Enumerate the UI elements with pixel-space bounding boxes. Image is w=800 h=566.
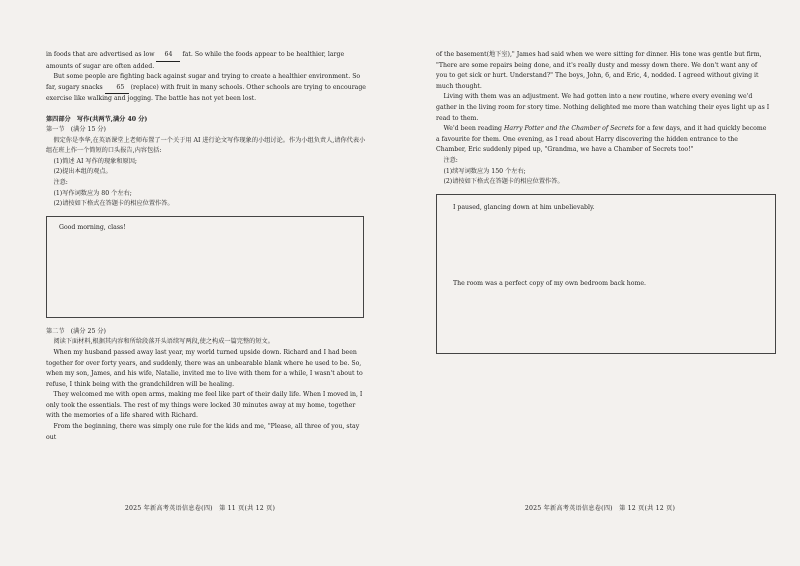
part4-heading: 第四部分 写作(共两节,满分 40 分) bbox=[46, 115, 148, 123]
paragraph-text: (replace) with fruit in many schools. Other schools are trying to encourage exercise like walking and jogging. The battle has not yet been lost. bbox=[46, 83, 366, 103]
note-1: (1)续写词数应为 150 个左右; bbox=[443, 167, 526, 175]
paragraph-text: for a few days, and it had quickly become a favourite for them. One evening, as I read about Harry discovering the hidden entrance to the Chamber, Eric suddenly piped up, "Grandma, we have a Chamber of Secrets too!" bbox=[436, 125, 767, 154]
paragraph-text: fat. So while the foods appear to be healthier, large amounts of sugar are often added. bbox=[46, 51, 345, 70]
paragraph-text: in foods that are advertised as low bbox=[46, 51, 155, 58]
paragraph-text: We'd been reading bbox=[443, 125, 503, 133]
passage-paragraph-2 bbox=[46, 72, 370, 105]
note-2: (2)请按如下格式在答题卡的相应位置作答。 bbox=[443, 178, 564, 186]
answer-box-section1 bbox=[46, 216, 364, 318]
book-title: Harry Potter and the Chamber of Secrets bbox=[503, 125, 634, 133]
note-label: 注意: bbox=[53, 178, 68, 186]
section1-note-1: (1)写作词数应为 80 个左右; bbox=[53, 189, 132, 197]
blank-64: 64 bbox=[156, 50, 180, 62]
note-label: 注意: bbox=[443, 156, 458, 164]
story-continuation: of the basement(地下室)," James had said when we were sitting for dinner. His tone was gentle but firm, "There are some repairs being done, and it's really dusty and messy down there. We don't want any of you to get sick or hurt. Understand?" The boys, John, 6, and Eric, 4, nodded. I agreed without giving it much thought. bbox=[436, 51, 762, 90]
blank-65: 65 bbox=[105, 83, 129, 95]
page-footer-12: 2025 年新高考英语信息卷(四) 第 12 页(共 12 页) bbox=[524, 505, 676, 512]
section1-item-1: (1)简述 AI 写作的现象和原因; bbox=[53, 157, 138, 165]
section1-heading: 第一节 (满分 15 分) bbox=[46, 125, 106, 133]
section1-note-2: (2)请按如下格式在答题卡的相应位置作答。 bbox=[53, 200, 174, 208]
answer-box-text: Good morning, class! bbox=[59, 223, 126, 231]
answer-box-section2 bbox=[436, 194, 776, 354]
story-paragraph-4: Living with them was an adjustment. We had gotten into a new routine, where every evening we'd gather in the living room for story time. Nothing delighted me more than watching their eyes light up as I read to them. bbox=[436, 93, 770, 122]
paragraph-text: But some people are fighting back against sugar and trying to create a healthier environment. So far, sugary snacks bbox=[46, 73, 361, 91]
section2-task: 阅读下面材料,根据其内容和所给段落开头语续写两段,使之构成一篇完整的短文。 bbox=[53, 338, 274, 346]
section1-task: 假定你是李华,在英语课堂上老师布置了一个关于用 AI 进行论文写作现象的小组讨论。作为小组负责人,请你代表小组在班上作一个简短的口头报告,内容包括: bbox=[46, 136, 366, 155]
section1-item-2: (2)提出本组的观点。 bbox=[53, 168, 112, 176]
continuation-opening-2: The room was a perfect copy of my own bedroom back home. bbox=[453, 279, 646, 287]
story-paragraph-1: When my husband passed away last year, my world turned upside down. Richard and I had been together for over forty years, and suddenly, there was an unbearable blank where he used to be. So, when my son, James, and his wife, Natalie, invited me to live with them for a while, I wasn't about to refuse, I think being with the grandchildren will be healing. bbox=[46, 348, 363, 388]
continuation-opening-1: I paused, glancing down at him unbelievably. bbox=[453, 203, 595, 211]
right-page bbox=[400, 0, 800, 566]
passage-paragraph-1 bbox=[46, 50, 370, 72]
story-paragraph-5 bbox=[436, 124, 770, 156]
section2-heading: 第二节 (满分 25 分) bbox=[46, 327, 106, 335]
story-paragraph-2: They welcomed me with open arms, making me feel like part of their daily life. When I moved in, I only took the essentials. The rest of my things were locked 30 minutes away at my home, together with the memories of a life shared with Richard. bbox=[46, 391, 363, 420]
page-footer-11: 2025 年新高考英语信息卷(四) 第 11 页(共 12 页) bbox=[124, 505, 276, 512]
story-paragraph-3: From the beginning, there was simply one rule for the kids and me, "Please, all three of you, stay out bbox=[46, 423, 360, 441]
